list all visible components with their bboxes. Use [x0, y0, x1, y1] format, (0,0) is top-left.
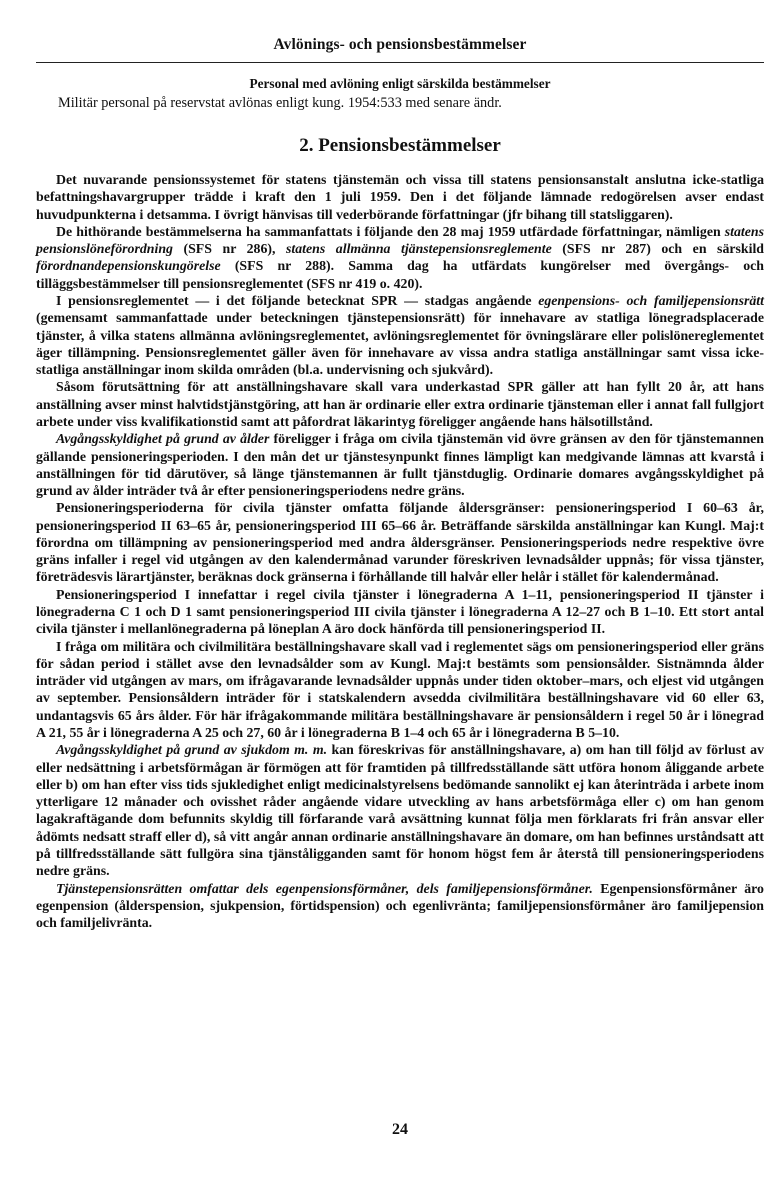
paragraph-text: I pensionsreglementet — i det följande betecknat SPR — stadgas angående	[56, 292, 539, 308]
paragraph	[36, 499, 764, 585]
subheading: Personal med avlöning enligt särskilda bestämmelser	[249, 76, 551, 91]
paragraph	[36, 880, 764, 932]
paragraph-text: (SFS nr 288). Samma dag ha utfärdats kungörelser med övergångs- och tilläggsbestämmelser till pensionsreglementet (SFS nr 419 o. 420).	[36, 258, 764, 291]
paragraph-text: Pensioneringsperiod I innefattar i regel civila tjänster i lönegraderna A 1–11, pensioneringsperiod II tjänster i lönegraderna C 1 och D 1 samt pensioneringsperiod III civila tjänster i lönegraderna A 12–27 och B 1–10. Ett stort antal civila tjänster i mellanlönegraderna på löneplan A äro dock hänförda till pensioneringsperiod II.	[36, 586, 764, 637]
running-head: Avlönings- och pensionsbestämmelser	[273, 36, 527, 53]
reserve-note: Militär personal på reservstat avlönas enligt kung. 1954:533 med senare ändr.	[58, 95, 502, 111]
paragraph	[36, 292, 764, 378]
italic-term: förordnandepensionskungörelse	[36, 258, 221, 274]
paragraph-text: De hithörande bestämmelserna ha sammanfattats i följande den 28 maj 1959 utfärdade författningar, nämligen	[56, 223, 725, 239]
paragraph	[36, 586, 764, 638]
paragraph-text: (gemensamt sammanfattade under beteckningen tjänstepensionsrätt) för innehavare av statliga lönegradsplacerade tjänster, å vilka statens allmänna avlöningsreglementet, avlöningsreglementet för övningslärare eller polislönereglementet äger tillämpning. Pensionsreglementet gäller även för innehavare av vissa andra statliga anställningar samt vissa icke-statliga anställningar inom skilda områden (bl.a. undervisning och sjukvård).	[36, 310, 764, 378]
paragraph	[36, 638, 764, 742]
italic-term: Avgångsskyldighet på grund av sjukdom m. m.	[56, 742, 328, 758]
body-text	[36, 171, 764, 931]
italic-term: statens pensionslöneförordning	[36, 223, 764, 257]
italic-term: statens allmänna tjänstepensionsreglemente	[286, 241, 552, 257]
paragraph-text: föreligger i fråga om civila tjänstemän vid övre gränsen av den för tjänstemannen gällande pensioneringsperioden. I den mån det ur tjänstesynpunkt finnes lämpligt kan medgivande lämnas att kvarstå i anställningen för tid därutöver, så länge tjänstemannen är fullt tjänstduglig. Ordinarie domares avgångsskyldighet på grund av ålder inträder två år efter pensioneringsperiodens nedre gräns.	[36, 431, 764, 499]
paragraph	[36, 430, 764, 499]
italic-term: Tjänstepensionsrätten omfattar dels egenpensionsförmåner, dels familjepensionsförmåner.	[56, 880, 593, 896]
paragraph-text: Egenpensionsförmåner äro egenpension (ålderspension, sjukpension, förtidspension) och egenlivränta; familjepensionsförmåner äro familjepension och familjelivränta.	[36, 880, 764, 931]
italic-term: egenpensions- och familjepensionsrätt	[538, 292, 764, 308]
paragraph-text: Såsom förutsättning för att anställningshavare skall vara underkastad SPR gäller att han fyllt 20 år, att hans anställning avser minst halvtidstjänstgöring, att han är ordinarie eller extra ordinarie tjänsteman eller i annat fall fullgjort arbete under viss kvalifikationstid samt att påfordrat läkarintyg föreligger angående hans hälsotillstånd.	[36, 379, 764, 429]
paragraph	[36, 378, 764, 430]
paragraph-text: Pensioneringsperioderna för civila tjänster omfatta följande åldersgränser: pensioneringsperiod I 60–63 år, pensioneringsperiod II 63–65 år, pensioneringsperiod III 65–66 år. Beträffande särskilda anställningar kan Kungl. Maj:t förordna om tillämpning av pensioneringsperiod med andra åldersgränser. Pensioneringsperiods nedre respektive övre gräns infaller i regel vid utgången av den kalendermånad varunder föreskriven levnadsålder uppnås; för vissa tjänster, företrädesvis lärartjänster, beräknas dock gränserna i förhållande till halvår eller helår i stället för kalendermånad.	[36, 500, 764, 585]
paragraph	[36, 171, 764, 223]
page-number: 24	[392, 1121, 408, 1138]
paragraph	[36, 223, 764, 292]
italic-term: Avgångsskyldighet på grund av ålder	[56, 431, 270, 447]
section-title: 2. Pensionsbestämmelser	[299, 135, 501, 156]
paragraph-text: (SFS nr 286),	[172, 241, 287, 257]
header-rule	[36, 62, 764, 63]
paragraph-text: (SFS nr 287) och en särskild	[551, 241, 764, 257]
paragraph-text: Det nuvarande pensionssystemet för statens tjänstemän och vissa till statens pensionsanstalt anslutna icke-statliga befattningshavargrupper trädde i kraft den 1 juli 1959. Den i det följande lämnade redogörelsen avser endast huvudpunkterna i detsamma. I övrigt hänvisas till vederbörande författningar (jfr bihang till statsliggaren).	[36, 172, 764, 222]
paragraph-text: I fråga om militära och civilmilitära beställningshavare skall vad i reglementet sägs om pensioneringsperiod eller gräns för sådan period i stället avse den levnadsålder som av Kungl. Maj:t bestämts som pensionsålder. Sistnämnda ålder inträder vid utgången av mars, om ifrågavarande levnadsålder uppnås under tiden oktober–mars, och eljest vid utgången av september. Pensionsåldern inträder för i statskalendern avsedda civilmilitära beställningshavare vid 60 eller 63, undantagsvis 65 års ålder. För här ifrågakommande militära beställningshavare är pensionsåldern i regel 50 år i lönegrad A 21, 55 år i lönegraderna A 25 och 27, 60 år i lönegraderna B 1–4 och 65 år i lönegraderna B 5–10.	[36, 638, 764, 740]
paragraph-text: kan föreskrivas för anställningshavare, a) om han till följd av förlust av eller nedsättning i arbetsförmågan är förmögen att för framtiden på tillfredsställande sätt utföra honom åliggande arbete eller b) om han efter viss tids sjukledighet enligt medicinalstyrelsens bedömande sannolikt ej kan återinträda i arbete inom ytterligare 12 månader och ovisshet råder angående vidare utveckling av hans arbetsförmåga eller c) om han genom lagakraftägande dom befunnits skyldig till förfarande varå avsättning kunnat följa men förklarats fri från ansvar eller ådömts nedsatt straff eller d), så vitt angår annan ordinarie anställningshavare än domare, om han befinnes urståndsatt att på tillfredsställande sätt fullgöra sina tjänståligganden samt för honom högst fem år återstå till pensioneringsperiodens nedre gräns.	[36, 742, 764, 879]
paragraph	[36, 741, 764, 879]
